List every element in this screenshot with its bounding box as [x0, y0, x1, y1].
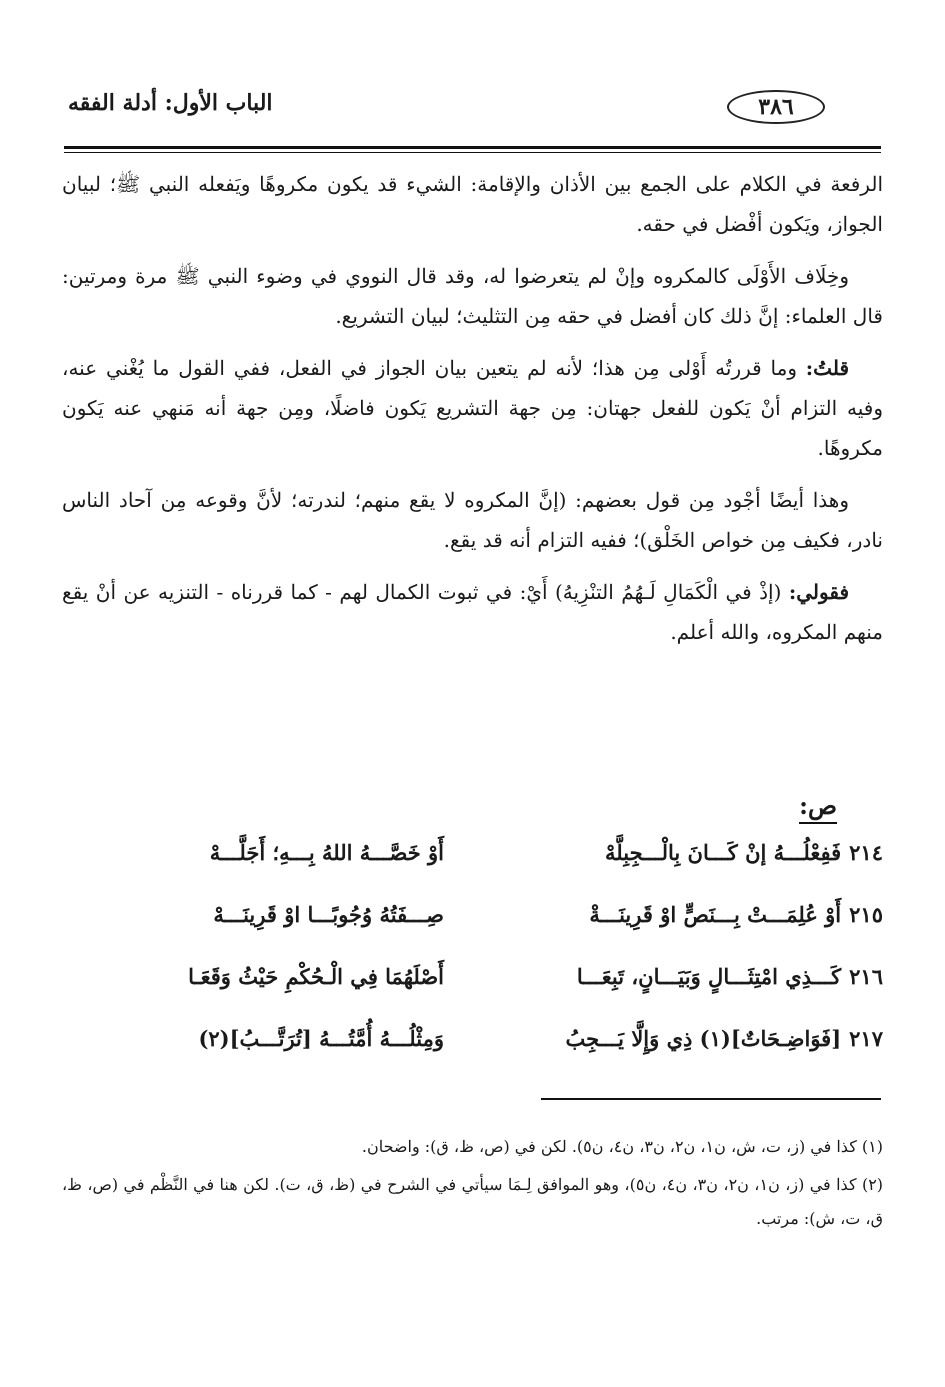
verse-first-hemistich	[453, 1026, 883, 1051]
header-rule-thick	[64, 146, 881, 149]
running-title: الباب الأول: أدلة الفقه	[68, 90, 273, 116]
verse-first-hemistich	[453, 840, 883, 865]
verse-first-text: أَوْ عُلِمَـــتْ بِـــنَصٍّ اوْ قَرِينَـــةْ	[589, 902, 842, 927]
paragraph-text: وما قررتُه أَوْلى مِن هذا؛ لأنه لم يتعين بيان الجواز في الفعل، ففي القول ما يُغْني عنه، وفيه التزام أنْ يَكون للفعل جهتان: مِن جهة التشريع يَكون فاضلًا، ومِن جهة أنه مَنهي عنه يَكون مكروهًا.	[62, 356, 883, 460]
paragraph-text: وهذا أيضًا أجْود مِن قول بعضهم: (إنَّ المكروه لا يقع منهم؛ لندرته؛ لأنَّ وقوعه مِن آحاد الناس نادر، فكيف مِن خواص الخَلْق)؛ ففيه التزام أنه قد يقع.	[62, 488, 883, 552]
footnote: (١) كذا في (ز، ت، ش، ن١، ن٢، ن٣، ن٤، ن٥). لكن في (ص، ظ، ق): واضحان.	[361, 1137, 883, 1156]
verse-first-text: فَفِعْلُـــهُ إنْ كَـــانَ بِالْـــجِبِلَّهْ	[605, 840, 842, 865]
verse-first-text: [فَوَاضِـحَاتٌ](١) ذِي وَإِلَّا يَـــجِبُ	[565, 1026, 842, 1051]
paragraph	[62, 256, 883, 336]
verse-first-hemistich	[453, 964, 883, 989]
verse-number: ٢١٤	[849, 840, 883, 865]
verse-second-hemistich: وَمِثْلُـــهُ أُمَّتُـــهُ [تُرَتَّـــبُ](٢)	[198, 1026, 444, 1051]
header-rule-thin	[64, 152, 881, 153]
verse-row	[62, 1026, 883, 1088]
verse-first-text: كَـــذِي امْتِثَـــالٍ وَبَيَـــانٍ، تَبِعَـــا	[576, 964, 842, 989]
verse-row	[62, 902, 883, 964]
verse-number: ٢١٥	[849, 902, 883, 927]
verse-row	[62, 964, 883, 1026]
verse-number: ٢١٦	[849, 964, 883, 989]
footnote-separator	[541, 1098, 881, 1100]
verse-second-hemistich: أَوْ خَصَّـــهُ اللهُ بِـــهِ؛ أَجَلَّـــهْ	[209, 840, 444, 865]
verse-block	[62, 840, 883, 1088]
verse-number: ٢١٧	[849, 1026, 883, 1051]
verse-first-hemistich	[453, 902, 883, 927]
section-label: ص:	[799, 790, 837, 824]
verse-second-hemistich: أَصْلَهُمَا فِي الْـحُكْمِ حَيْثُ وَقَعَـا	[188, 964, 444, 989]
verse-second-hemistich: صِـــفَتُهُ وُجُوبًـــا اوْ قَرِينَـــهْ	[213, 902, 444, 927]
paragraph-text: (إذْ في الْكَمَالِ لَـهُمُ التنْزِيهُ) أَيْ: في ثبوت الكمال لهم - كما قررناه - التنزيه عن أنْ يقع منهم المكروه، والله أعلم.	[62, 580, 883, 644]
verse-row	[62, 840, 883, 902]
paragraph	[62, 348, 883, 468]
footnotes	[62, 1130, 883, 1240]
paragraph-lead: فقولي:	[788, 580, 849, 604]
paragraph	[62, 164, 883, 244]
footnote: (٢) كذا في (ز، ن١، ن٢، ن٣، ن٤، ن٥)، وهو الموافق لِـمَا سيأتي في الشرح في (ظ، ق، ت). لكن هنا في النَّظْم في (ص، ظ، ق، ت، ش): مرتب.	[62, 1175, 884, 1228]
page-number: ٣٨٦	[727, 90, 825, 124]
paragraph	[62, 572, 883, 652]
paragraph-lead: قلتُ:	[805, 356, 849, 380]
paragraph-text: الرفعة في الكلام على الجمع بين الأذان والإقامة: الشيء قد يكون مكروهًا ويَفعله النبي ﷺ؛ لبيان الجواز، ويَكون أفْضل في حقه.	[62, 172, 883, 236]
body-text	[62, 164, 883, 664]
paragraph	[62, 480, 883, 560]
paragraph-text: وخِلَاف الأَوْلَى كالمكروه وإنْ لم يتعرضوا له، وقد قال النووي في وضوء النبي ﷺ مرة ومرتين: قال العلماء: إنَّ ذلك كان أفضل في حقه مِن التثليث؛ لبيان التشريع.	[62, 264, 883, 328]
page-header	[62, 78, 883, 140]
